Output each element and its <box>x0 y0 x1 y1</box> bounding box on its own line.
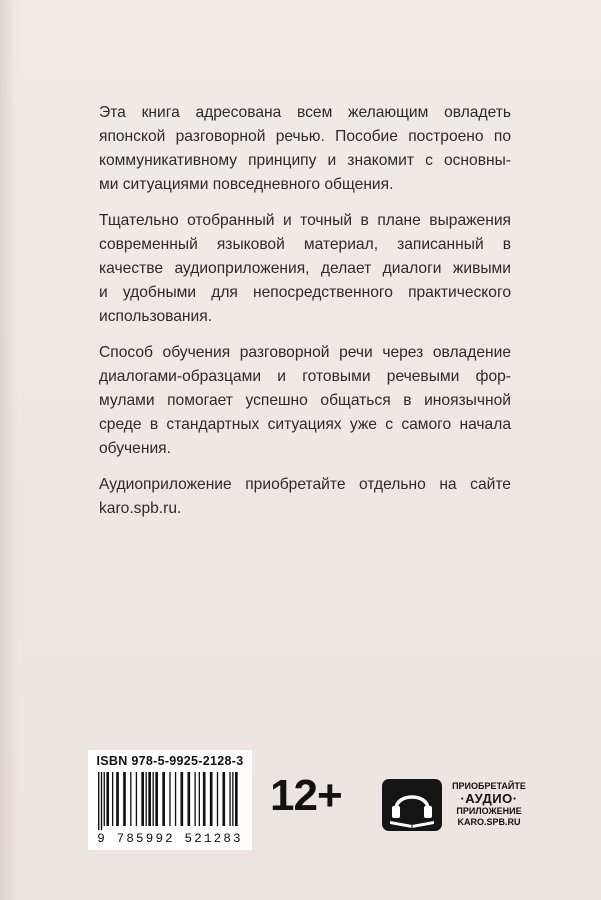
age-rating: 12+ <box>270 771 342 820</box>
audio-badge-text <box>449 781 529 828</box>
paragraph-1 <box>99 101 511 197</box>
audio-line-2: ·АУДИО· <box>460 791 518 806</box>
isbn-number: ISBN 978-5-9925-2128-3 <box>96 754 244 768</box>
paragraph-3 <box>99 341 511 461</box>
text-line: современный языковой материал, записанный в <box>99 236 511 253</box>
text-line: мулами помогает успешно общаться в иноязычной <box>99 392 511 409</box>
barcode-bars <box>96 772 244 830</box>
audio-line-3: ПРИЛОЖЕНИЕ <box>456 806 522 816</box>
text-line: Тщательно отобранный и точный в плане выражения <box>99 212 511 229</box>
spine-shadow <box>0 0 18 900</box>
text-line: и удобными для непосредственного практического <box>99 284 511 301</box>
text-line: среде в стандартных ситуациях уже с самого начала <box>99 416 511 433</box>
paragraph-2 <box>99 209 511 329</box>
headphones-book-icon <box>382 779 442 831</box>
text-line: коммуникативному принципу и знакомит с основны- <box>99 152 511 169</box>
text-line: ми ситуациями повседневного общения. <box>99 176 394 193</box>
audio-line-4: KARO.SPB.RU <box>457 817 521 827</box>
text-line: качестве аудиоприложения, делает диалоги живыми <box>99 260 511 277</box>
text-line: Способ обучения разговорной речи через овладение <box>99 344 511 361</box>
paragraph-4 <box>99 473 511 521</box>
text-line: Эта книга адресована всем желающим овладеть <box>99 104 511 121</box>
text-line: обучения. <box>99 440 171 457</box>
text-line: использования. <box>99 308 213 325</box>
text-line: karo.spb.ru. <box>99 500 182 517</box>
barcode-digits: 9 785992 521283 <box>97 832 243 846</box>
text-line: диалогами-образцами и готовыми речевыми фор- <box>99 368 511 385</box>
description-text <box>99 101 511 533</box>
audio-line-1: ПРИОБРЕТАЙТЕ <box>452 781 526 791</box>
text-line: Аудиоприложение приобретайте отдельно на сайте <box>99 476 511 493</box>
isbn-barcode <box>88 750 252 850</box>
text-line: японской разговорной речью. Пособие построено по <box>99 128 511 145</box>
